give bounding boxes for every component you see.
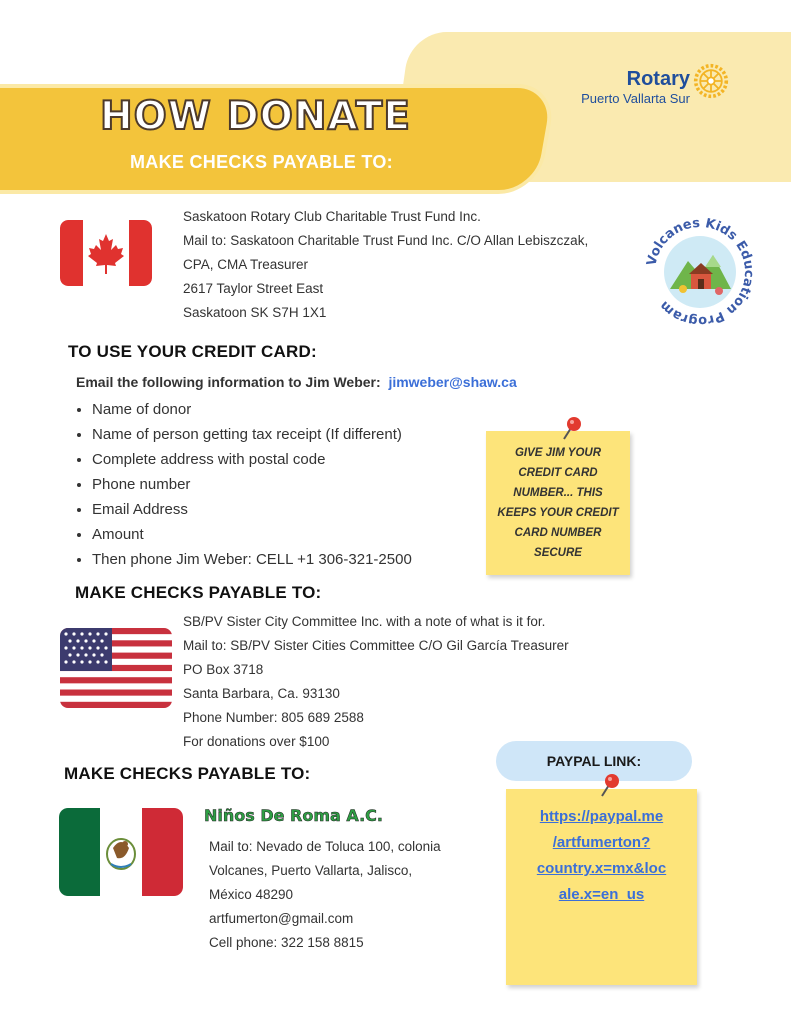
mexico-line: Volcanes, Puerto Vallarta, Jalisco, [209, 863, 413, 878]
usa-line: Phone Number: 805 689 2588 [183, 710, 364, 725]
usa-line: SB/PV Sister City Committee Inc. with a note of what is it for. [183, 614, 546, 629]
paypal-link-line[interactable]: /artfumerton? [552, 834, 651, 851]
usa-line: Mail to: SB/PV Sister Cities Committee C/O Gil García Treasurer [183, 638, 569, 653]
mexico-heading: MAKE CHECKS PAYABLE TO: [64, 764, 311, 783]
usa-address-block [183, 610, 569, 754]
sticky-note-line: CREDIT CARD [518, 467, 598, 479]
mexico-flag-icon [59, 808, 183, 896]
credit-card-sticky-note [486, 431, 630, 575]
usa-flag-icon [60, 628, 172, 708]
volcanes-kids-badge [643, 215, 757, 329]
sticky-note-line: GIVE JIM YOUR [514, 447, 602, 459]
canada-line: Mail to: Saskatoon Charitable Trust Fund Inc. C/O Allan Lebiszczak, [183, 233, 589, 248]
mexico-line: artfumerton@gmail.com [209, 911, 354, 926]
pushpin-icon [594, 770, 624, 800]
usa-line: Santa Barbara, Ca. 93130 [183, 686, 340, 701]
rotary-logo [560, 68, 690, 106]
mexico-address-block [209, 835, 441, 955]
canada-line: Saskatoon Rotary Club Charitable Trust Fund Inc. [183, 209, 481, 224]
mexico-line: Mail to: Nevado de Toluca 100, colonia [209, 839, 441, 854]
list-item: • Phone number [92, 472, 412, 497]
list-item: • Amount [92, 522, 412, 547]
mexico-line: Cell phone: 322 158 8815 [209, 935, 364, 950]
org-name: Niños De Roma A.C. [204, 806, 383, 825]
canada-flag-icon [60, 220, 152, 286]
credit-card-heading: TO USE YOUR CREDIT CARD: [68, 342, 317, 361]
canada-line: Saskatoon SK S7H 1X1 [183, 305, 327, 320]
list-item: • Email Address [92, 497, 412, 522]
mexico-line: México 48290 [209, 887, 294, 902]
list-item: • Complete address with postal code [92, 447, 412, 472]
rotary-logo-subtitle: Puerto Vallarta Sur [581, 91, 690, 106]
usa-line: For donations over $100 [183, 734, 330, 749]
sticky-note-text [486, 443, 630, 563]
list-item: • Then phone Jim Weber: CELL +1 306-321-2500 [92, 547, 412, 572]
list-item: • Name of donor [92, 397, 412, 422]
email-instruction [76, 374, 517, 390]
badge-text: Volcanes Kids Education Program [644, 215, 757, 329]
usa-heading: MAKE CHECKS PAYABLE TO: [75, 583, 322, 602]
paypal-label: PAYPAL LINK: [496, 741, 692, 781]
credit-card-info-list [74, 397, 412, 572]
canada-address-block [183, 205, 588, 325]
header-subtitle: MAKE CHECKS PAYABLE TO: [130, 152, 393, 172]
paypal-link[interactable] [506, 804, 697, 908]
pushpin-icon [556, 413, 586, 443]
sticky-note-line: KEEPS YOUR CREDIT [497, 507, 619, 519]
paypal-link-line[interactable]: country.x=mx&loc [536, 860, 667, 877]
paypal-sticky-note [506, 789, 697, 985]
paypal-link-line[interactable]: https://paypal.me [539, 808, 664, 825]
ninos-de-roma-logo [204, 806, 383, 825]
canada-line: CPA, CMA Treasurer [183, 257, 309, 272]
jim-weber-email-link[interactable]: jimweber@shaw.ca [388, 374, 517, 390]
sticky-note-line: NUMBER... THIS [513, 487, 603, 499]
usa-line: PO Box 3718 [183, 662, 264, 677]
rotary-logo-name: Rotary [626, 68, 690, 90]
rotary-wheel-icon [693, 63, 729, 99]
paypal-link-line[interactable]: ale.x=en_us [558, 886, 645, 903]
sticky-note-line: SECURE [534, 547, 582, 559]
sticky-note-line: CARD NUMBER [514, 527, 602, 539]
list-item: • Name of person getting tax receipt (If different) [92, 422, 412, 447]
page-title: HOW DONATE [100, 94, 411, 139]
canada-line: 2617 Taylor Street East [183, 281, 324, 296]
email-instruction-text: Email the following information to Jim Weber: [76, 374, 381, 390]
